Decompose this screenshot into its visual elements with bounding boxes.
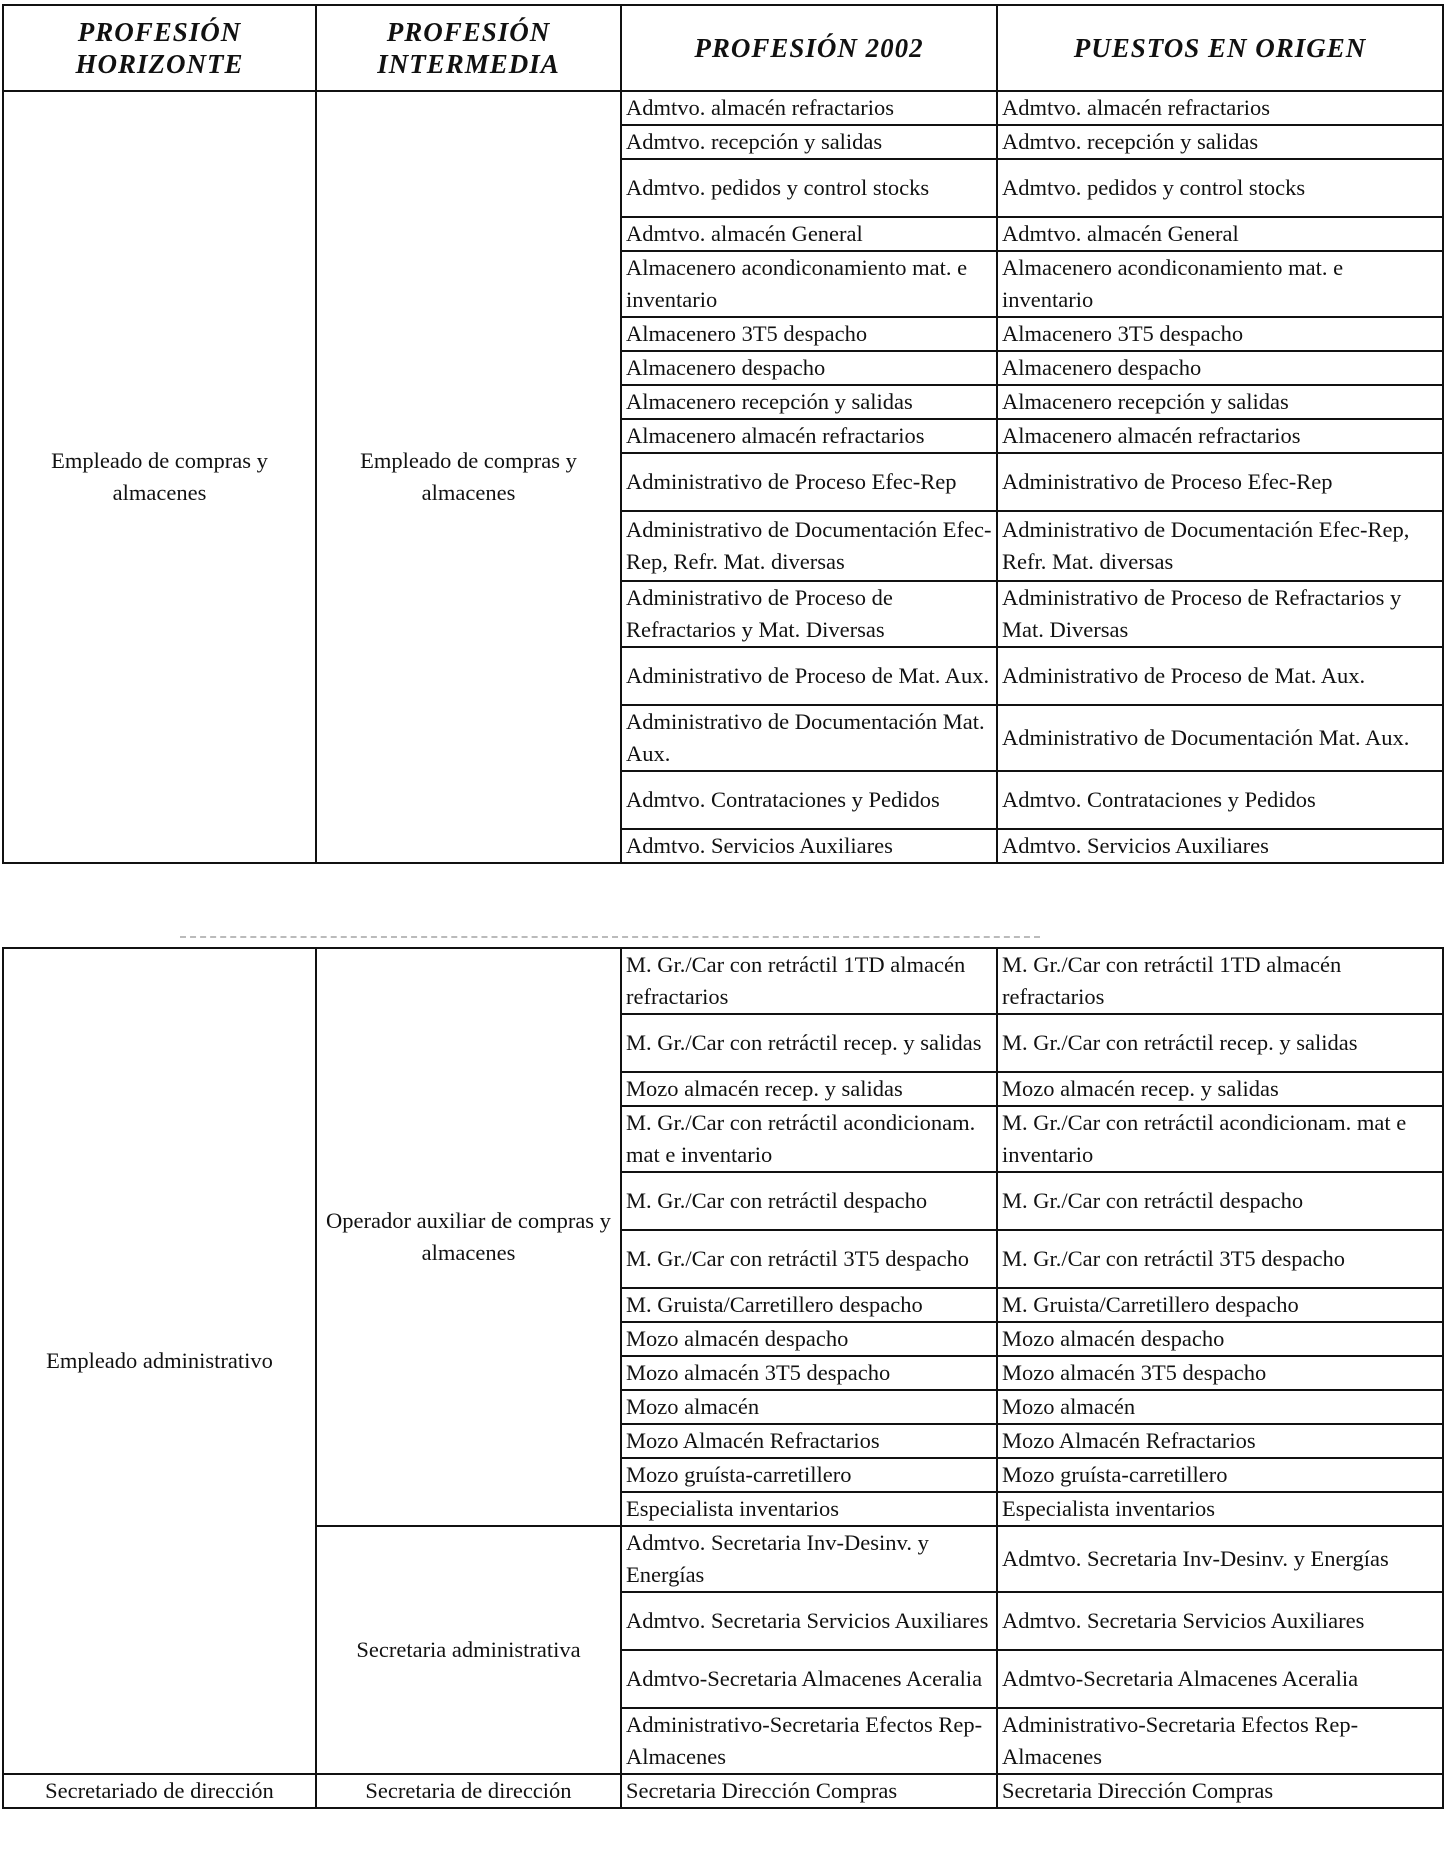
header-row (3, 5, 1443, 91)
puesto-origen-cell: Administrativo de Documentación Efec-Rep, Refr. Mat. diversas (997, 511, 1443, 581)
profesion-2002-cell: Admtvo. almacén refractarios (621, 91, 997, 125)
puesto-origen-cell: Administrativo de Proceso Efec-Rep (997, 453, 1443, 511)
puesto-origen-cell: Admtvo. Secretaria Inv-Desinv. y Energías (997, 1526, 1443, 1592)
horizonte-cell: Empleado administrativo (3, 948, 316, 1774)
puesto-origen-cell: Almacenero 3T5 despacho (997, 317, 1443, 351)
profesion-2002-cell: Administrativo de Documentación Efec-Rep, Refr. Mat. diversas (621, 511, 997, 581)
profesion-2002-cell: Admtvo. almacén General (621, 217, 997, 251)
puesto-origen-cell: M. Gr./Car con retráctil 1TD almacén refractarios (997, 948, 1443, 1014)
profesion-2002-cell: M. Gr./Car con retráctil 3T5 despacho (621, 1230, 997, 1288)
profesion-2002-cell: Administrativo-Secretaria Efectos Rep-Almacenes (621, 1708, 997, 1774)
section-compras-almacenes (3, 91, 1443, 863)
profesion-2002-cell: Admtvo-Secretaria Almacenes Aceralia (621, 1650, 997, 1708)
puesto-origen-cell: M. Gruista/Carretillero despacho (997, 1288, 1443, 1322)
profesion-2002-cell: Mozo almacén 3T5 despacho (621, 1356, 997, 1390)
puesto-origen-cell: Admtvo. almacén General (997, 217, 1443, 251)
puesto-origen-cell: Administrativo de Proceso de Mat. Aux. (997, 647, 1443, 705)
profesion-2002-cell: Almacenero 3T5 despacho (621, 317, 997, 351)
puesto-origen-cell: M. Gr./Car con retráctil acondicionam. mat e inventario (997, 1106, 1443, 1172)
profesion-2002-cell: M. Gr./Car con retráctil acondicionam. mat e inventario (621, 1106, 997, 1172)
puesto-origen-cell: Admtvo. recepción y salidas (997, 125, 1443, 159)
section-empleado-administrativo (3, 948, 1443, 1774)
profesion-2002-cell: Administrativo de Proceso Efec-Rep (621, 453, 997, 511)
horizonte-cell: Secretariado de dirección (3, 1774, 316, 1808)
header-origen: PUESTOS EN ORIGEN (997, 5, 1443, 91)
intermedia-cell: Empleado de compras y almacenes (316, 91, 621, 863)
profession-table-bottom (2, 947, 1444, 1809)
profesion-2002-cell: Almacenero despacho (621, 351, 997, 385)
profesion-2002-cell: Admtvo. Servicios Auxiliares (621, 829, 997, 863)
table-row (3, 1774, 1443, 1808)
profesion-2002-cell: M. Gr./Car con retráctil recep. y salidas (621, 1014, 997, 1072)
profesion-2002-cell: Administrativo de Documentación Mat. Aux. (621, 705, 997, 771)
puesto-origen-cell: Mozo almacén recep. y salidas (997, 1072, 1443, 1106)
profesion-2002-cell: Mozo almacén despacho (621, 1322, 997, 1356)
puesto-origen-cell: Admtvo. almacén refractarios (997, 91, 1443, 125)
profesion-2002-cell: Admtvo. Secretaria Servicios Auxiliares (621, 1592, 997, 1650)
profesion-2002-cell: Admtvo. recepción y salidas (621, 125, 997, 159)
puesto-origen-cell: Mozo Almacén Refractarios (997, 1424, 1443, 1458)
puesto-origen-cell: Administrativo de Proceso de Refractarios y Mat. Diversas (997, 581, 1443, 647)
profesion-2002-cell: Administrativo de Proceso de Refractarios y Mat. Diversas (621, 581, 997, 647)
profesion-2002-cell: Administrativo de Proceso de Mat. Aux. (621, 647, 997, 705)
puesto-origen-cell: Admtvo-Secretaria Almacenes Aceralia (997, 1650, 1443, 1708)
page-break-divider (180, 936, 1040, 938)
profesion-2002-cell: Almacenero almacén refractarios (621, 419, 997, 453)
puesto-origen-cell: Admtvo. Secretaria Servicios Auxiliares (997, 1592, 1443, 1650)
table-row (3, 91, 1443, 125)
profesion-2002-cell: Mozo almacén (621, 1390, 997, 1424)
puesto-origen-cell: Mozo almacén despacho (997, 1322, 1443, 1356)
profesion-2002-cell: Admtvo. Secretaria Inv-Desinv. y Energías (621, 1526, 997, 1592)
puesto-origen-cell: Admtvo. Contrataciones y Pedidos (997, 771, 1443, 829)
header-intermedia: PROFESIÓN INTERMEDIA (316, 5, 621, 91)
profesion-2002-cell: Almacenero acondiconamiento mat. e inventario (621, 251, 997, 317)
puesto-origen-cell: Admtvo. Servicios Auxiliares (997, 829, 1443, 863)
table-row (3, 948, 1443, 1014)
puesto-origen-cell: Almacenero despacho (997, 351, 1443, 385)
puesto-origen-cell: Administrativo de Documentación Mat. Aux. (997, 705, 1443, 771)
intermedia-cell: Operador auxiliar de compras y almacenes (316, 948, 621, 1526)
profesion-2002-cell: Especialista inventarios (621, 1492, 997, 1526)
profesion-2002-cell: Almacenero recepción y salidas (621, 385, 997, 419)
profesion-2002-cell: M. Gruista/Carretillero despacho (621, 1288, 997, 1322)
puesto-origen-cell: Almacenero recepción y salidas (997, 385, 1443, 419)
profesion-2002-cell: Mozo almacén recep. y salidas (621, 1072, 997, 1106)
profesion-2002-cell: M. Gr./Car con retráctil despacho (621, 1172, 997, 1230)
puesto-origen-cell: Mozo gruísta-carretillero (997, 1458, 1443, 1492)
puesto-origen-cell: Almacenero almacén refractarios (997, 419, 1443, 453)
puesto-origen-cell: M. Gr./Car con retráctil 3T5 despacho (997, 1230, 1443, 1288)
horizonte-cell: Empleado de compras y almacenes (3, 91, 316, 863)
header-2002: PROFESIÓN 2002 (621, 5, 997, 91)
puesto-origen-cell: M. Gr./Car con retráctil despacho (997, 1172, 1443, 1230)
profesion-2002-cell: Admtvo. Contrataciones y Pedidos (621, 771, 997, 829)
puesto-origen-cell: Mozo almacén 3T5 despacho (997, 1356, 1443, 1390)
puesto-origen-cell: Administrativo-Secretaria Efectos Rep-Almacenes (997, 1708, 1443, 1774)
profesion-2002-cell: Mozo gruísta-carretillero (621, 1458, 997, 1492)
puesto-origen-cell: Especialista inventarios (997, 1492, 1443, 1526)
puesto-origen-cell: M. Gr./Car con retráctil recep. y salidas (997, 1014, 1443, 1072)
profesion-2002-cell: M. Gr./Car con retráctil 1TD almacén refractarios (621, 948, 997, 1014)
puesto-origen-cell: Admtvo. pedidos y control stocks (997, 159, 1443, 217)
profesion-2002-cell: Secretaria Dirección Compras (621, 1774, 997, 1808)
profession-table-top (2, 4, 1444, 864)
puesto-origen-cell: Mozo almacén (997, 1390, 1443, 1424)
puesto-origen-cell: Almacenero acondiconamiento mat. e inventario (997, 251, 1443, 317)
section-secretariado (3, 1774, 1443, 1808)
intermedia-cell: Secretaria de dirección (316, 1774, 621, 1808)
header-horizonte: PROFESIÓN HORIZONTE (3, 5, 316, 91)
profesion-2002-cell: Admtvo. pedidos y control stocks (621, 159, 997, 217)
intermedia-cell: Secretaria administrativa (316, 1526, 621, 1774)
profesion-2002-cell: Mozo Almacén Refractarios (621, 1424, 997, 1458)
puesto-origen-cell: Secretaria Dirección Compras (997, 1774, 1443, 1808)
